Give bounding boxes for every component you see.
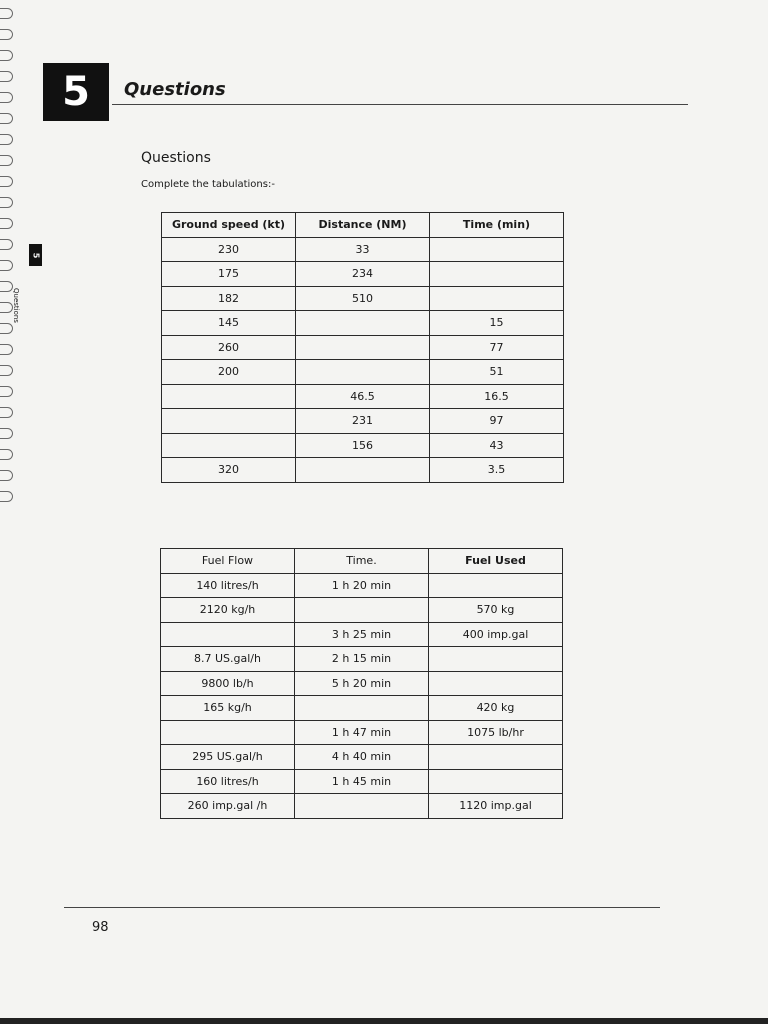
table-cell: 97	[430, 409, 564, 434]
header-rule	[112, 104, 688, 105]
table-cell: 260 imp.gal /h	[161, 794, 295, 819]
table-cell	[162, 433, 296, 458]
table-cell: 1120 imp.gal	[429, 794, 563, 819]
table-cell	[162, 409, 296, 434]
table-row	[162, 384, 564, 409]
column-header: Time.	[295, 549, 429, 574]
spiral-loop	[0, 260, 13, 271]
page-bottom-edge	[0, 1018, 768, 1024]
table-row	[161, 720, 563, 745]
table-cell: 400 imp.gal	[429, 622, 563, 647]
table-cell: 1 h 47 min	[295, 720, 429, 745]
table-cell: 160 litres/h	[161, 769, 295, 794]
footer-rule	[64, 907, 660, 908]
table-row	[161, 696, 563, 721]
table-row	[162, 286, 564, 311]
page-number: 98	[92, 920, 109, 935]
table-cell: 3.5	[430, 458, 564, 483]
table-cell: 77	[430, 335, 564, 360]
table-cell: 1 h 20 min	[295, 573, 429, 598]
spiral-loop	[0, 428, 13, 439]
spiral-loop	[0, 176, 13, 187]
chapter-title: Questions	[124, 79, 226, 100]
spiral-loop	[0, 365, 13, 376]
table-cell: 165 kg/h	[161, 696, 295, 721]
table-cell: 51	[430, 360, 564, 385]
table-cell: 33	[296, 237, 430, 262]
table-cell	[295, 598, 429, 623]
spiral-loop	[0, 239, 13, 250]
spiral-loop	[0, 344, 13, 355]
table-cell: 230	[162, 237, 296, 262]
spiral-loop	[0, 29, 13, 40]
table-row	[162, 433, 564, 458]
table-row	[162, 237, 564, 262]
table-row	[162, 311, 564, 336]
table-cell: 420 kg	[429, 696, 563, 721]
table-cell: 4 h 40 min	[295, 745, 429, 770]
table-cell: 46.5	[296, 384, 430, 409]
section-title: Questions	[141, 150, 211, 166]
column-header: Ground speed (kt)	[162, 213, 296, 238]
side-tab-number: 5	[30, 252, 40, 258]
table-cell	[161, 720, 295, 745]
table-cell	[429, 647, 563, 672]
table-cell	[430, 286, 564, 311]
spiral-loop	[0, 197, 13, 208]
spiral-loop	[0, 218, 13, 229]
table-row	[161, 573, 563, 598]
intro-text: Complete the tabulations:-	[141, 179, 275, 190]
table-cell	[296, 311, 430, 336]
table-row	[162, 335, 564, 360]
table-cell: 5 h 20 min	[295, 671, 429, 696]
table-cell: 156	[296, 433, 430, 458]
column-header: Time (min)	[430, 213, 564, 238]
table-cell: 145	[162, 311, 296, 336]
spiral-loop	[0, 491, 13, 502]
table-cell	[161, 622, 295, 647]
table-cell: 2 h 15 min	[295, 647, 429, 672]
spiral-loop	[0, 134, 13, 145]
spiral-loop	[0, 92, 13, 103]
table-cell	[296, 458, 430, 483]
spiral-loop	[0, 71, 13, 82]
column-header: Fuel Flow	[161, 549, 295, 574]
speed-distance-time-table	[161, 212, 564, 483]
table-cell	[429, 671, 563, 696]
table-row	[161, 794, 563, 819]
spiral-loop	[0, 470, 13, 481]
column-header: Distance (NM)	[296, 213, 430, 238]
table-row	[162, 360, 564, 385]
spiral-loop	[0, 50, 13, 61]
chapter-number-box	[43, 63, 109, 121]
spiral-loop	[0, 113, 13, 124]
table-row	[161, 647, 563, 672]
table-cell: 320	[162, 458, 296, 483]
table-cell	[296, 335, 430, 360]
table-cell: 295 US.gal/h	[161, 745, 295, 770]
table-row	[161, 671, 563, 696]
spiral-binding	[0, 0, 16, 520]
table-cell: 1 h 45 min	[295, 769, 429, 794]
side-tab-label: Questions	[12, 288, 20, 323]
table-cell	[295, 794, 429, 819]
table-row	[161, 769, 563, 794]
table-cell: 1075 lb/hr	[429, 720, 563, 745]
table-cell: 234	[296, 262, 430, 287]
table-cell: 140 litres/h	[161, 573, 295, 598]
table-cell: 8.7 US.gal/h	[161, 647, 295, 672]
table-cell: 182	[162, 286, 296, 311]
table-cell: 43	[430, 433, 564, 458]
table-cell	[295, 696, 429, 721]
table-cell: 260	[162, 335, 296, 360]
side-tab	[29, 244, 42, 266]
table-cell: 2120 kg/h	[161, 598, 295, 623]
column-header: Fuel Used	[429, 549, 563, 574]
table-cell	[430, 262, 564, 287]
table-row	[161, 622, 563, 647]
table-cell: 175	[162, 262, 296, 287]
table-cell: 3 h 25 min	[295, 622, 429, 647]
table-header-row	[162, 213, 564, 238]
table-cell	[430, 237, 564, 262]
spiral-loop	[0, 386, 13, 397]
table-row	[162, 409, 564, 434]
chapter-number: 5	[62, 69, 90, 115]
table-row	[162, 458, 564, 483]
table-header-row	[161, 549, 563, 574]
spiral-loop	[0, 155, 13, 166]
table-cell: 15	[430, 311, 564, 336]
spiral-loop	[0, 8, 13, 19]
table-cell: 9800 lb/h	[161, 671, 295, 696]
table-cell	[429, 573, 563, 598]
table-cell: 16.5	[430, 384, 564, 409]
table-cell	[429, 745, 563, 770]
table-cell: 231	[296, 409, 430, 434]
table-row	[161, 598, 563, 623]
table-cell: 570 kg	[429, 598, 563, 623]
spiral-loop	[0, 449, 13, 460]
table-row	[161, 745, 563, 770]
spiral-loop	[0, 407, 13, 418]
table-cell	[296, 360, 430, 385]
table-cell: 200	[162, 360, 296, 385]
table-cell: 510	[296, 286, 430, 311]
fuel-flow-table	[160, 548, 563, 819]
table-row	[162, 262, 564, 287]
table-cell	[162, 384, 296, 409]
table-cell	[429, 769, 563, 794]
